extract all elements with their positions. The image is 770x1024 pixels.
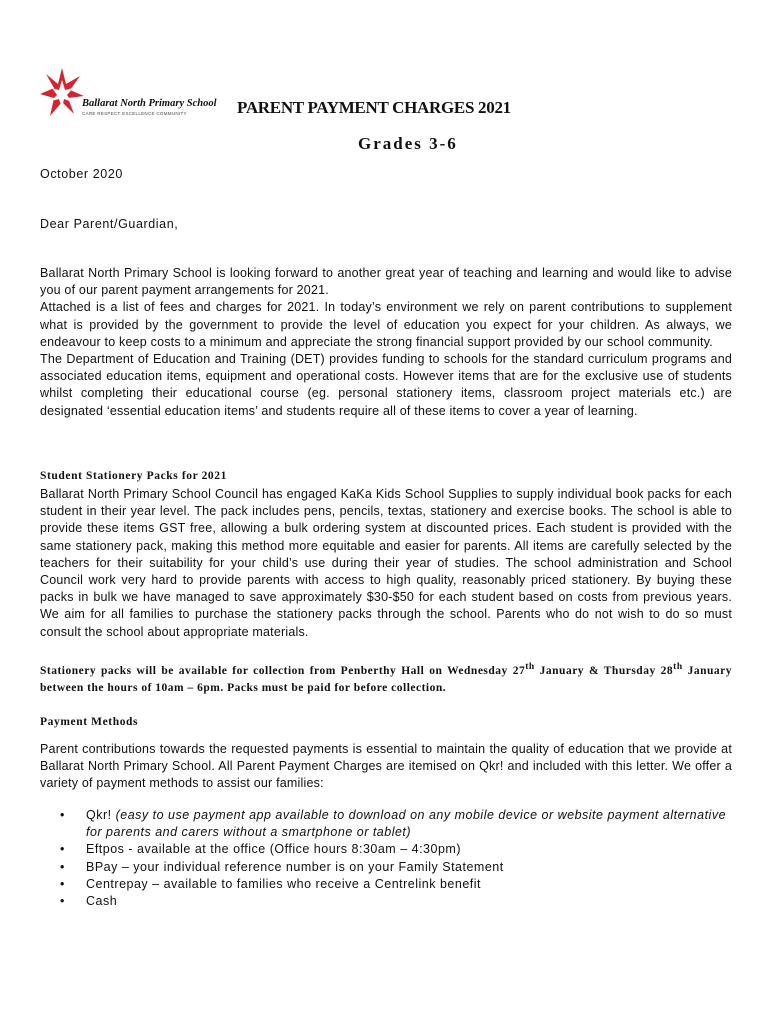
letter-greeting: Dear Parent/Guardian, bbox=[40, 217, 179, 231]
payment-paragraph: Parent contributions towards the requested payments is essential to maintain the quality of education that we provide at Ballarat North Primary School. All Parent Payment Charges are itemised on Qkr! and included with this letter. We offer a variety of payment methods to assist our families: bbox=[40, 742, 732, 791]
stationery-collection-notice bbox=[40, 658, 732, 697]
bullet-icon: • bbox=[60, 859, 65, 874]
notice-text: January between the hours of 10am – 6pm. Packs must be paid for before collection. bbox=[40, 664, 732, 695]
page-title: PARENT PAYMENT CHARGES 2021 bbox=[237, 98, 511, 117]
method-label: Centrepay – available to families who receive a Centrelink benefit bbox=[86, 876, 481, 891]
intro-paragraph: The Department of Education and Training (DET) provides funding to schools for the standard curriculum programs and associated education items, equipment and operational costs. However items that are for the exclusive use of students whilst completing their educational course (eg. personal stationery items, classroom project materials etc.) are designated ‘essential education items’ and students require all of these items to cover a year of learning. bbox=[40, 352, 732, 418]
method-label: BPay – your individual reference number is on your Family Statement bbox=[86, 859, 504, 874]
notice-ordinal: th bbox=[673, 661, 683, 672]
red-star-burst-icon bbox=[40, 66, 84, 122]
method-detail: (easy to use payment app available to download on any mobile device or website payment alternative for parents and carers without a smartphone or tablet) bbox=[86, 808, 727, 840]
bullet-icon: • bbox=[60, 808, 65, 822]
bullet-icon: • bbox=[60, 894, 65, 909]
school-logo bbox=[40, 66, 225, 122]
intro-section bbox=[40, 265, 732, 420]
intro-paragraph: Attached is a list of fees and charges for 2021. In today’s environment we rely on parent contributions to supplement what is provided by the government to provide the level of education you expect for your children. As always, we endeavour to keep costs to a minimum and appreciate the strong financial support provided by our school community. bbox=[40, 300, 732, 349]
stationery-heading: Student Stationery Packs for 2021 bbox=[40, 470, 227, 482]
method-label: Qkr! bbox=[86, 808, 116, 822]
list-item bbox=[60, 807, 730, 841]
payment-heading: Payment Methods bbox=[40, 716, 139, 728]
payment-methods-list bbox=[60, 807, 730, 910]
list-item bbox=[60, 841, 730, 858]
notice-text: January & Thursday 28 bbox=[534, 664, 674, 677]
list-item bbox=[60, 859, 730, 876]
list-item bbox=[60, 893, 730, 910]
method-label: Eftpos - available at the office (Office hours 8:30am – 4:30pm) bbox=[86, 842, 461, 857]
intro-paragraph: Ballarat North Primary School is looking forward to another great year of teaching and learning and would like to advise you of our parent payment arrangements for 2021. bbox=[40, 266, 732, 298]
school-name: Ballarat North Primary School bbox=[82, 98, 217, 109]
page-subtitle: Grades 3-6 bbox=[358, 134, 458, 153]
bullet-icon: • bbox=[60, 876, 65, 891]
stationery-paragraph: Ballarat North Primary School Council has engaged KaKa Kids School Supplies to supply individual book packs for each student in their year level. The pack includes pens, pencils, textas, stationery and exercise books. The school is able to provide these items GST free, allowing a bulk ordering system at discounted prices. Each student is provided with the same stationery pack, making this method more equitable and easier for parents. All items are carefully selected by the teachers for their suitability for your child’s use during their year of studies. The school administration and School Council work very hard to provide parents with access to high quality, reasonably priced stationery. By buying these packs in bulk we have managed to save approximately $30-$50 for each student based on costs from previous years. We aim for all families to purchase the stationery packs through the school. Parents who do not wish to do so must consult the school about appropriate materials. bbox=[40, 487, 732, 639]
list-item bbox=[60, 876, 730, 893]
notice-ordinal: th bbox=[525, 661, 535, 672]
school-motto: CARE RESPECT EXCELLENCE COMMUNITY bbox=[82, 111, 187, 116]
method-label: Cash bbox=[86, 894, 118, 909]
letter-date: October 2020 bbox=[40, 167, 123, 181]
bullet-icon: • bbox=[60, 842, 65, 857]
notice-text: Stationery packs will be available for collection from Penberthy Hall on Wednesday 27 bbox=[40, 664, 526, 677]
